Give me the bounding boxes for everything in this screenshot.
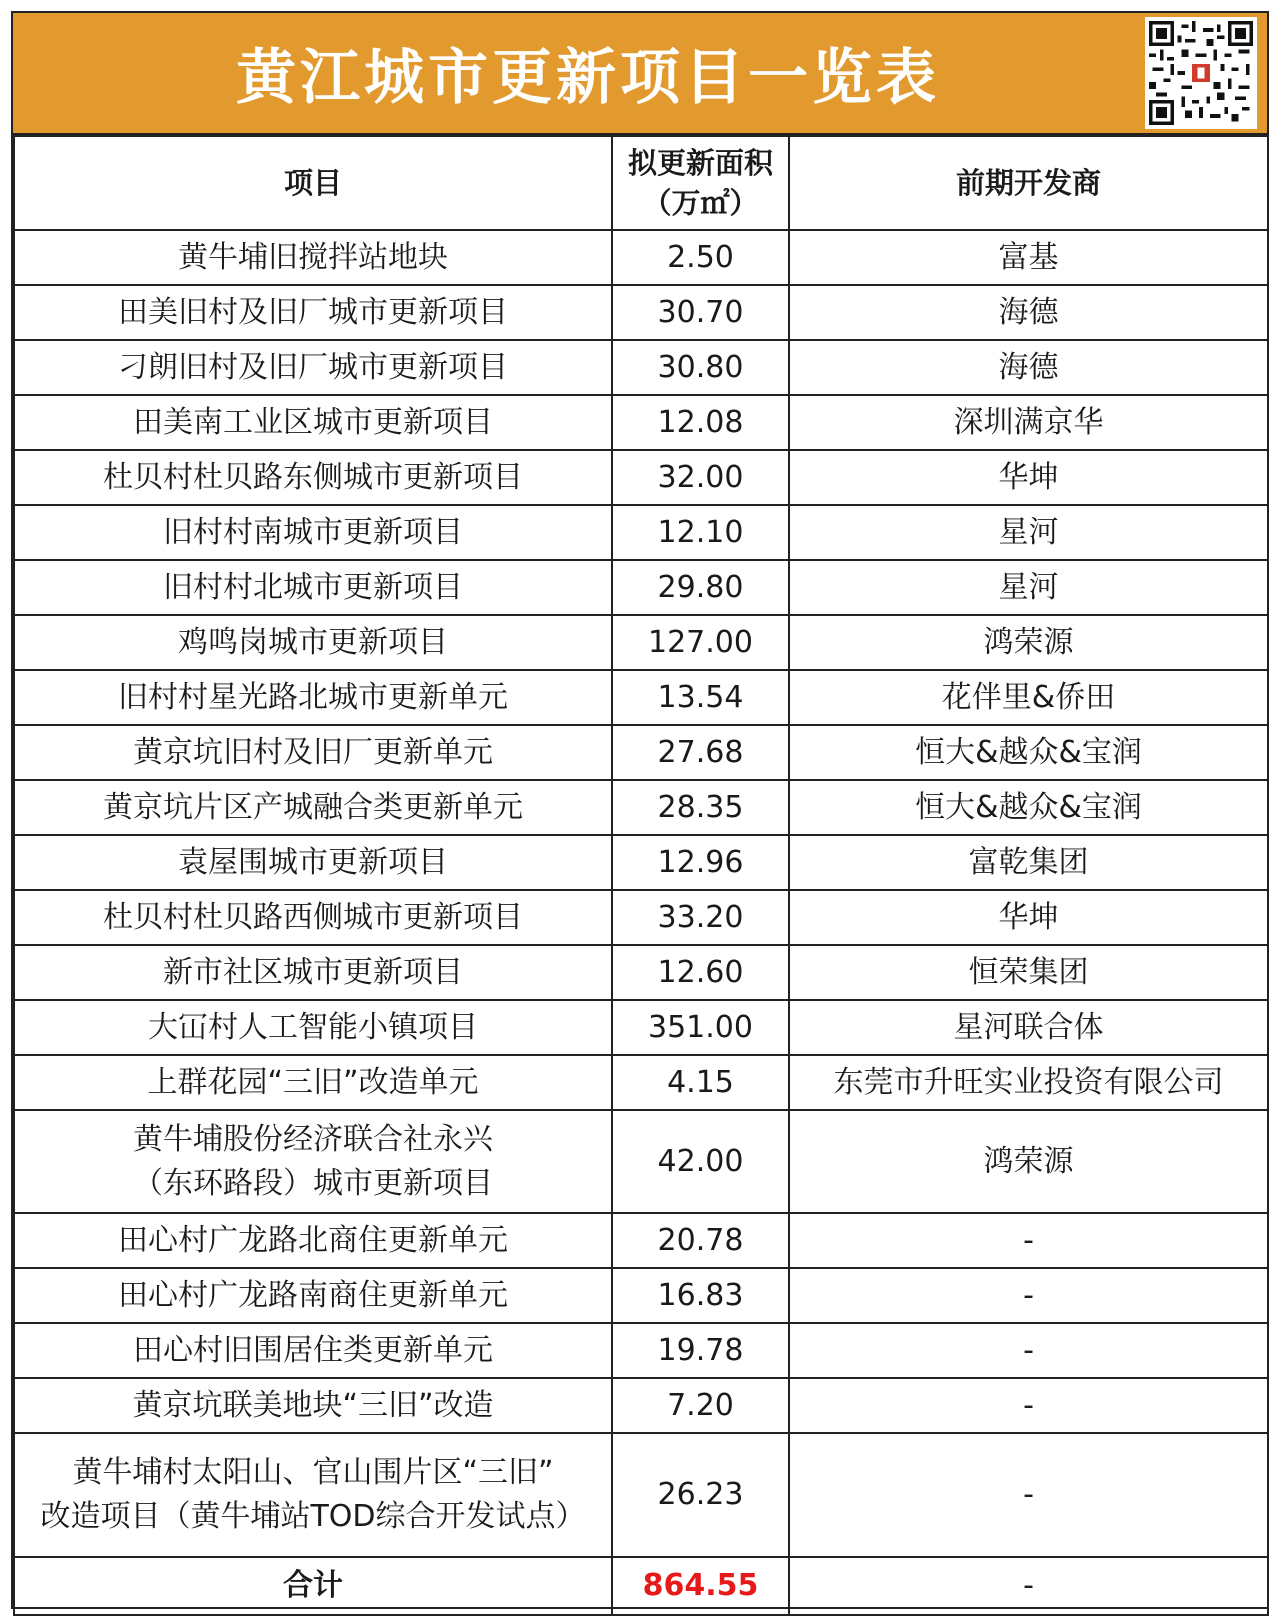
cell-developer: - bbox=[789, 1323, 1268, 1378]
table-row bbox=[14, 1268, 1268, 1323]
table-row bbox=[14, 505, 1268, 560]
table-row bbox=[14, 780, 1268, 835]
cell-project: 田心村广龙路北商住更新单元 bbox=[14, 1213, 612, 1268]
cell-developer: - bbox=[789, 1213, 1268, 1268]
cell-project: 田心村广龙路南商住更新单元 bbox=[14, 1268, 612, 1323]
table-body bbox=[14, 230, 1268, 1110]
cell-developer: 华坤 bbox=[789, 450, 1268, 505]
table-row bbox=[14, 615, 1268, 670]
cell-project bbox=[14, 1110, 612, 1213]
cell-project: 黄京坑旧村及旧厂更新单元 bbox=[14, 725, 612, 780]
cell-area: 12.96 bbox=[612, 835, 789, 890]
cell-project: 新市社区城市更新项目 bbox=[14, 945, 612, 1000]
cell-area: 30.80 bbox=[612, 340, 789, 395]
table-row bbox=[14, 890, 1268, 945]
cell-area: 28.35 bbox=[612, 780, 789, 835]
total-label: 合计 bbox=[14, 1557, 612, 1615]
cell-area: 42.00 bbox=[612, 1110, 789, 1213]
header-project: 项目 bbox=[14, 136, 612, 230]
cell-project-line2: （东环路段）城市更新项目 bbox=[133, 1165, 493, 1201]
cell-project: 田美旧村及旧厂城市更新项目 bbox=[14, 285, 612, 340]
cell-developer: 富乾集团 bbox=[789, 835, 1268, 890]
table-row bbox=[14, 1000, 1268, 1055]
cell-developer: 富基 bbox=[789, 230, 1268, 285]
cell-project: 黄京坑片区产城融合类更新单元 bbox=[14, 780, 612, 835]
cell-project-line2: 改造项目（黄牛埔站TOD综合开发试点） bbox=[40, 1499, 586, 1534]
table-row bbox=[14, 1055, 1268, 1110]
table-row bbox=[14, 945, 1268, 1000]
cell-project: 旧村村星光路北城市更新单元 bbox=[14, 670, 612, 725]
header-area-line1: 拟更新面积 bbox=[627, 146, 773, 180]
cell-project: 旧村村北城市更新项目 bbox=[14, 560, 612, 615]
cell-area: 13.54 bbox=[612, 670, 789, 725]
table-row bbox=[14, 285, 1268, 340]
cell-developer: - bbox=[789, 1433, 1268, 1557]
table-body-2 bbox=[14, 1213, 1268, 1433]
cell-developer: 华坤 bbox=[789, 890, 1268, 945]
cell-project: 大冚村人工智能小镇项目 bbox=[14, 1000, 612, 1055]
cell-developer: 花伴里&侨田 bbox=[789, 670, 1268, 725]
cell-area: 30.70 bbox=[612, 285, 789, 340]
cell-project: 旧村村南城市更新项目 bbox=[14, 505, 612, 560]
table-header-row bbox=[14, 136, 1268, 230]
header-area-line2: （万㎡） bbox=[642, 186, 759, 220]
cell-area: 12.60 bbox=[612, 945, 789, 1000]
cell-area: 26.23 bbox=[612, 1433, 789, 1557]
cell-project: 刁朗旧村及旧厂城市更新项目 bbox=[14, 340, 612, 395]
cell-developer: - bbox=[789, 1378, 1268, 1433]
cell-area: 12.08 bbox=[612, 395, 789, 450]
cell-developer: 恒大&越众&宝润 bbox=[789, 725, 1268, 780]
cell-developer: 鸿荣源 bbox=[789, 615, 1268, 670]
qr-code-icon bbox=[1145, 17, 1257, 129]
cell-developer: 东莞市升旺实业投资有限公司 bbox=[789, 1055, 1268, 1110]
table-row bbox=[14, 1323, 1268, 1378]
cell-area: 351.00 bbox=[612, 1000, 789, 1055]
cell-area: 16.83 bbox=[612, 1268, 789, 1323]
title-banner bbox=[13, 13, 1267, 135]
cell-area: 2.50 bbox=[612, 230, 789, 285]
cell-project: 袁屋围城市更新项目 bbox=[14, 835, 612, 890]
total-area: 864.55 bbox=[612, 1557, 789, 1615]
cell-area: 20.78 bbox=[612, 1213, 789, 1268]
cell-project bbox=[14, 1433, 612, 1557]
cell-developer: 海德 bbox=[789, 340, 1268, 395]
cell-developer: 星河联合体 bbox=[789, 1000, 1268, 1055]
total-row bbox=[14, 1557, 1268, 1615]
cell-project-line1: 黄牛埔村太阳山、官山围片区“三旧” bbox=[72, 1455, 554, 1490]
cell-project: 上群花园“三旧”改造单元 bbox=[14, 1055, 612, 1110]
table-row bbox=[14, 670, 1268, 725]
cell-area: 127.00 bbox=[612, 615, 789, 670]
cell-project: 田美南工业区城市更新项目 bbox=[14, 395, 612, 450]
table-row bbox=[14, 1378, 1268, 1433]
cell-project: 黄京坑联美地块“三旧”改造 bbox=[14, 1378, 612, 1433]
cell-project: 杜贝村杜贝路西侧城市更新项目 bbox=[14, 890, 612, 945]
cell-area: 7.20 bbox=[612, 1378, 789, 1433]
cell-project: 鸡鸣岗城市更新项目 bbox=[14, 615, 612, 670]
table-row bbox=[14, 340, 1268, 395]
cell-area: 29.80 bbox=[612, 560, 789, 615]
table-row bbox=[14, 725, 1268, 780]
cell-project: 黄牛埔旧搅拌站地块 bbox=[14, 230, 612, 285]
table-row bbox=[14, 450, 1268, 505]
cell-project-line1: 黄牛埔股份经济联合社永兴 bbox=[133, 1121, 493, 1157]
table-row bbox=[14, 560, 1268, 615]
cell-developer: 星河 bbox=[789, 505, 1268, 560]
table-row bbox=[14, 1433, 1268, 1557]
cell-area: 12.10 bbox=[612, 505, 789, 560]
cell-developer: 海德 bbox=[789, 285, 1268, 340]
urban-renewal-table bbox=[13, 135, 1269, 1616]
table-row bbox=[14, 835, 1268, 890]
cell-area: 4.15 bbox=[612, 1055, 789, 1110]
cell-developer: 恒荣集团 bbox=[789, 945, 1268, 1000]
page-title: 黄江城市更新项目一览表 bbox=[236, 43, 940, 113]
table-row bbox=[14, 395, 1268, 450]
table-row bbox=[14, 230, 1268, 285]
cell-developer: 鸿荣源 bbox=[789, 1110, 1268, 1213]
cell-developer: 星河 bbox=[789, 560, 1268, 615]
cell-developer: - bbox=[789, 1268, 1268, 1323]
cell-developer: 恒大&越众&宝润 bbox=[789, 780, 1268, 835]
table-row bbox=[14, 1213, 1268, 1268]
cell-project: 田心村旧围居住类更新单元 bbox=[14, 1323, 612, 1378]
table-row bbox=[14, 1110, 1268, 1213]
header-developer: 前期开发商 bbox=[789, 136, 1268, 230]
cell-area: 33.20 bbox=[612, 890, 789, 945]
header-area bbox=[612, 136, 789, 230]
cell-project: 杜贝村杜贝路东侧城市更新项目 bbox=[14, 450, 612, 505]
total-developer: - bbox=[789, 1557, 1268, 1615]
cell-area: 32.00 bbox=[612, 450, 789, 505]
cell-area: 27.68 bbox=[612, 725, 789, 780]
cell-area: 19.78 bbox=[612, 1323, 789, 1378]
cell-developer: 深圳满京华 bbox=[789, 395, 1268, 450]
